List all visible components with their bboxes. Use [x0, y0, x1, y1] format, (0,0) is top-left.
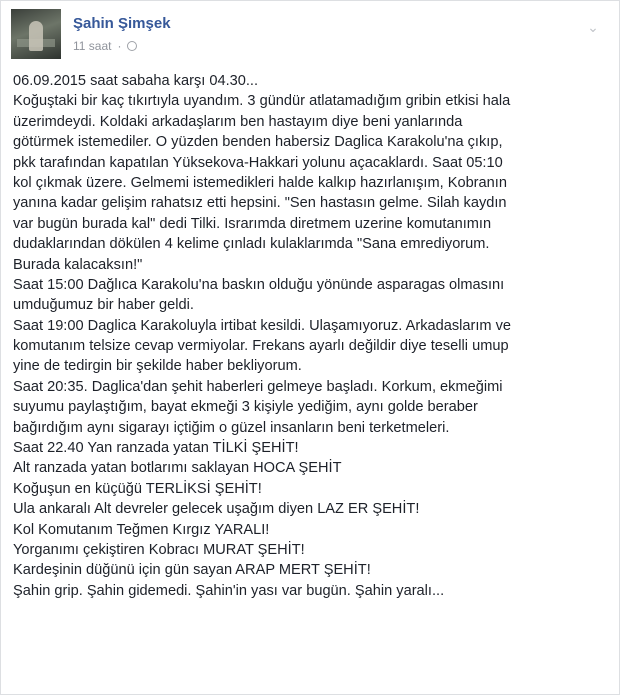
post-text-line: yine de tedirgin bir şekilde haber bekliyorum.	[13, 358, 302, 375]
post-text-line: Koğuştaki bir kaç tıkırtıyla uyandım. 3 gündür atlatamadığım gribin etkisi hala	[13, 93, 511, 110]
post-text-line: Burada kalacaksın!"	[13, 256, 143, 273]
post-text-line: umduğumuz bir haber geldi.	[13, 297, 194, 314]
post-text-line: Yorganımı çekiştiren Kobracı MURAT ŞEHİT!	[13, 541, 305, 558]
post-text-line: Saat 19:00 Daglica Karakoluyla irtibat kesildi. Ulaşamıyoruz. Arkadaslarım ve	[13, 317, 512, 334]
post-text-line: var bugün burada kal" dedi Tilki. Israrımda diretmem uzerine komutanımın	[13, 215, 492, 232]
post-text-line: 06.09.2015 saat sabaha karşı 04.30...	[13, 73, 259, 89]
post-text-line: götürmek istemediler. O yüzden benden habersiz Daglica Karakolu'na çıkıp,	[13, 134, 503, 151]
post-timestamp[interactable]: 11 saat	[73, 39, 112, 53]
post-text-line: yanına kadar gelişim rahatsız etti hepsini. "Sen hastasın gelme. Silah kaydın	[13, 195, 507, 212]
post-text-line: pkk tarafından kapatılan Yüksekova-Hakkari yolunu açacaklardı. Saat 05:10	[13, 154, 503, 171]
post-text-line: Kol Komutanım Teğmen Kırgız YARALI!	[13, 521, 270, 538]
post-text-line: bağırdığım aynı sigarayı içtiğim o güzel insanların beni terketmeleri.	[13, 419, 450, 436]
post-meta	[73, 39, 137, 53]
post-text-line: Kardeşinin düğünü için gün sayan ARAP MERT ŞEHİT!	[13, 562, 371, 579]
post-text-line: Saat 22.40 Yan ranzada yatan TİLKİ ŞEHİT!	[13, 440, 299, 457]
post-text-line: Saat 20:35. Daglica'dan şehit haberleri gelmeye başladı. Korkum, ekmeğimi	[13, 378, 503, 395]
post-text-line: üzerimdeydi. Koldaki arkadaşlarım ben hastayım diye beni yanlarında	[13, 113, 463, 130]
avatar[interactable]	[11, 9, 61, 59]
post-text-line: dudaklarından dökülen 4 kelime çınladı kulaklarımda "Sana emrediyorum.	[13, 236, 490, 253]
post-text-line: komutanım telsize cevap vermiyolar. Frekans ayarlı değildir diye teselli umup	[13, 338, 509, 355]
globe-icon	[127, 41, 137, 51]
meta-separator: ·	[117, 39, 122, 53]
post-text-line: Alt ranzada yatan botlarımı saklayan HOCA ŞEHİT	[13, 460, 342, 477]
post-text	[13, 71, 609, 601]
post-text-line: suyumu paylaştığım, bayat ekmeği 3 kişiyle yediğim, aynı golde beraber	[13, 399, 478, 416]
post-text-line: Ula ankaralı Alt devreler gelecek uşağım diyen LAZ ER ŞEHİT!	[13, 501, 420, 518]
post-text-line: kol çıkmak üzere. Gelmemi istemedikleri halde kalkıp hazırlanışım, Kobranın	[13, 174, 507, 191]
post-text-line: Saat 15:00 Dağlıca Karakolu'na baskın olduğu yönünde asparagas olmasını	[13, 276, 505, 293]
post-header	[11, 9, 611, 59]
chevron-down-icon[interactable]: ⌄	[587, 19, 599, 35]
author-name[interactable]: Şahin Şimşek	[73, 15, 171, 32]
post-text-line: Koğuşun en küçüğü TERLİKSİ ŞEHİT!	[13, 480, 262, 497]
post-text-line: Şahin grip. Şahin gidemedi. Şahin'in yası var bugün. Şahin yaralı...	[13, 582, 445, 599]
